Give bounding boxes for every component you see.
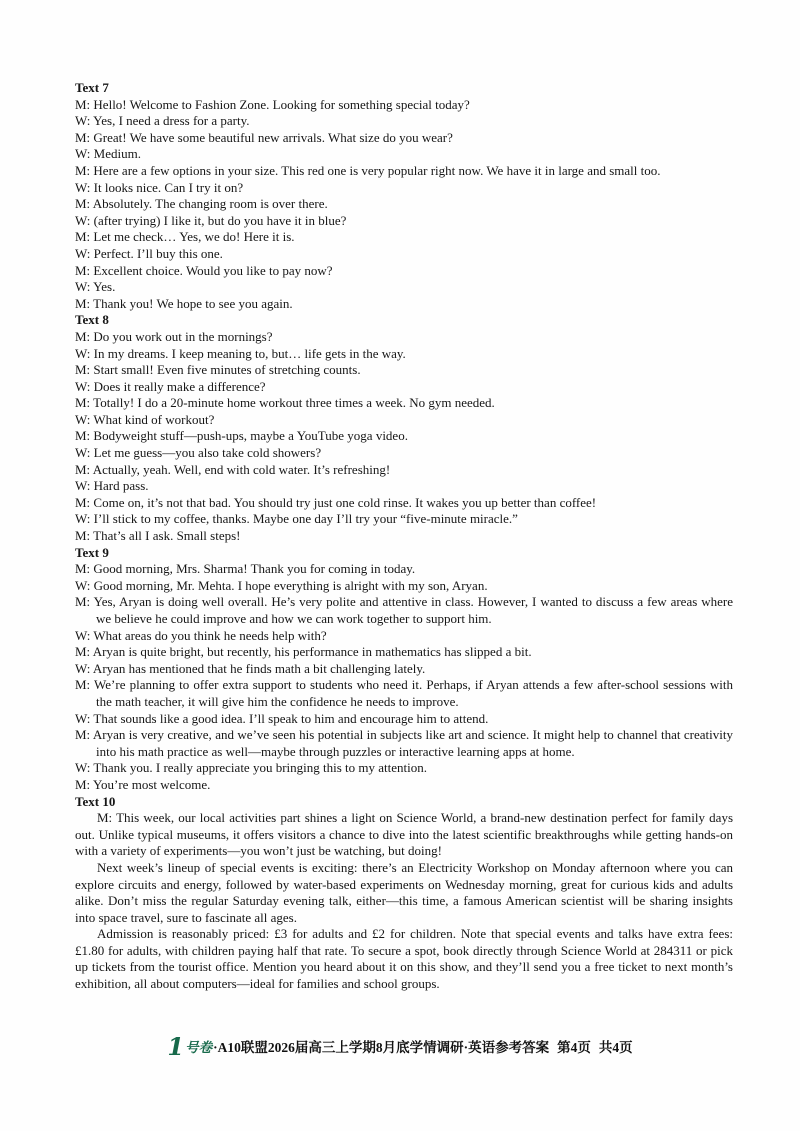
brand-name: 号卷 xyxy=(185,1040,213,1055)
dialogue-line: M: That’s all I ask. Small steps! xyxy=(75,528,241,544)
transcript-section xyxy=(75,545,733,794)
transcript-section xyxy=(75,794,733,993)
dialogue-line: M: Let me check… Yes, we do! Here it is. xyxy=(75,229,295,245)
dialogue-line: W: Hard pass. xyxy=(75,478,149,494)
dialogue-line: W: What kind of workout? xyxy=(75,411,215,427)
transcript-section xyxy=(75,312,733,544)
dialogue-line: W: Medium. xyxy=(75,146,141,162)
dialogue-line: W: Aryan has mentioned that he finds math a bit challenging lately. xyxy=(75,660,426,676)
section-title: Text 7 xyxy=(75,80,109,95)
dialogue-line: M: Aryan is quite bright, but recently, his performance in mathematics has slipped a bit. xyxy=(75,644,532,660)
dialogue-line: W: Perfect. I’ll buy this one. xyxy=(75,245,223,261)
monologue-paragraph: Next week’s lineup of special events is exciting: there’s an Electricity Workshop on Monday afternoon where you can explore circuits and energy, followed by water-based experiments on Wednesday morning, great for curious kids and adults alike. Don’t miss the regular Saturday evening talk, either—this time, a famous American scientist will be sharing insights into space travel, sure to fascinate all ages. xyxy=(75,859,733,925)
footer-title: ·A10联盟2026届高三上学期8月底学情调研·英语参考答案 xyxy=(213,1040,550,1055)
dialogue-line: W: I’ll stick to my coffee, thanks. Maybe one day I’ll try your “five-minute miracle.” xyxy=(75,511,518,527)
dialogue-line: W: Yes, I need a dress for a party. xyxy=(75,113,250,129)
section-title: Text 10 xyxy=(75,793,116,809)
dialogue-line: M: Come on, it’s not that bad. You should try just one cold rinse. It wakes you up better than coffee! xyxy=(75,494,597,510)
dialogue-line: W: Does it really make a difference? xyxy=(75,378,266,394)
dialogue-line: M: Here are a few options in your size. This red one is very popular right now. We have it in large and small too. xyxy=(75,162,661,178)
dialogue-line: M: Bodyweight stuff—push-ups, maybe a YouTube yoga video. xyxy=(75,428,408,444)
dialogue-line: W: In my dreams. I keep meaning to, but… life gets in the way. xyxy=(75,345,406,361)
exam-brand-logo-icon: 1 xyxy=(167,1032,185,1061)
dialogue-line: W: That sounds like a good idea. I’ll speak to him and encourage him to attend. xyxy=(75,710,489,726)
dialogue-line: W: Yes. xyxy=(75,279,116,295)
dialogue-line: W: What areas do you think he needs help with? xyxy=(75,627,327,643)
dialogue-line: M: Excellent choice. Would you like to pay now? xyxy=(75,262,333,278)
dialogue-line: M: Yes, Aryan is doing well overall. He’s very polite and attentive in class. However, I wanted to discuss a few areas where we believe he could improve and how we can work together to support him. xyxy=(75,594,733,626)
dialogue-line: M: Start small! Even five minutes of stretching counts. xyxy=(75,362,361,378)
dialogue-line: W: Let me guess—you also take cold showers? xyxy=(75,445,322,461)
dialogue-line: M: Actually, yeah. Well, end with cold water. It’s refreshing! xyxy=(75,461,391,477)
transcript-section xyxy=(75,80,733,312)
monologue-paragraph: Admission is reasonably priced: £3 for adults and £2 for children. Note that special events and talks have extra fees: £1.80 for adults, with children paying half that rate. To secure a spot, book directly through Science World at 284311 or pick up tickets from the tourist office. Mention you heard about it on this show, and they’ll send you a free ticket to next month’s exhibition, all about computers—ideal for families and school groups. xyxy=(75,926,733,992)
dialogue-line: M: Totally! I do a 20-minute home workout three times a week. No gym needed. xyxy=(75,395,495,411)
dialogue-line: M: Aryan is very creative, and we’ve seen his potential in subjects like art and science. It might help to channel that creativity into his math practice as well—maybe through puzzles or interactive learning apps at home. xyxy=(75,727,733,759)
dialogue-line: M: Great! We have some beautiful new arrivals. What size do you wear? xyxy=(75,129,453,145)
dialogue-line: M: Absolutely. The changing room is over there. xyxy=(75,196,328,212)
section-title: Text 8 xyxy=(75,312,109,328)
monologue-paragraph: M: This week, our local activities part shines a light on Science World, a brand-new destination perfect for family days out. Unlike typical museums, it offers visitors a chance to dive into the latest scientific breakthroughs while getting hands-on with a variety of experiments—you won’t just be watching, but doing! xyxy=(75,810,733,859)
dialogue-line: M: Do you work out in the mornings? xyxy=(75,328,273,344)
dialogue-line: M: Thank you! We hope to see you again. xyxy=(75,295,293,311)
dialogue-line: W: Good morning, Mr. Mehta. I hope everything is alright with my son, Aryan. xyxy=(75,577,488,593)
section-title: Text 9 xyxy=(75,544,109,560)
dialogue-line: W: Thank you. I really appreciate you bringing this to my attention. xyxy=(75,760,427,776)
dialogue-line: M: We’re planning to offer extra support to students who need it. Perhaps, if Aryan attends a few after-school sessions with the math teacher, it will give him the confidence he needs to improve. xyxy=(75,677,733,709)
dialogue-line: M: You’re most welcome. xyxy=(75,776,211,792)
dialogue-line: M: Good morning, Mrs. Sharma! Thank you for coming in today. xyxy=(75,561,416,577)
dialogue-line: W: It looks nice. Can I try it on? xyxy=(75,179,244,195)
dialogue-line: M: Hello! Welcome to Fashion Zone. Looking for something special today? xyxy=(75,96,470,112)
dialogue-line: W: (after trying) I like it, but do you have it in blue? xyxy=(75,212,347,228)
transcript-content xyxy=(75,80,733,993)
page-total: 共4页 xyxy=(598,1040,633,1055)
page-footer xyxy=(0,1032,800,1061)
page-number: 第4页 xyxy=(557,1040,591,1055)
